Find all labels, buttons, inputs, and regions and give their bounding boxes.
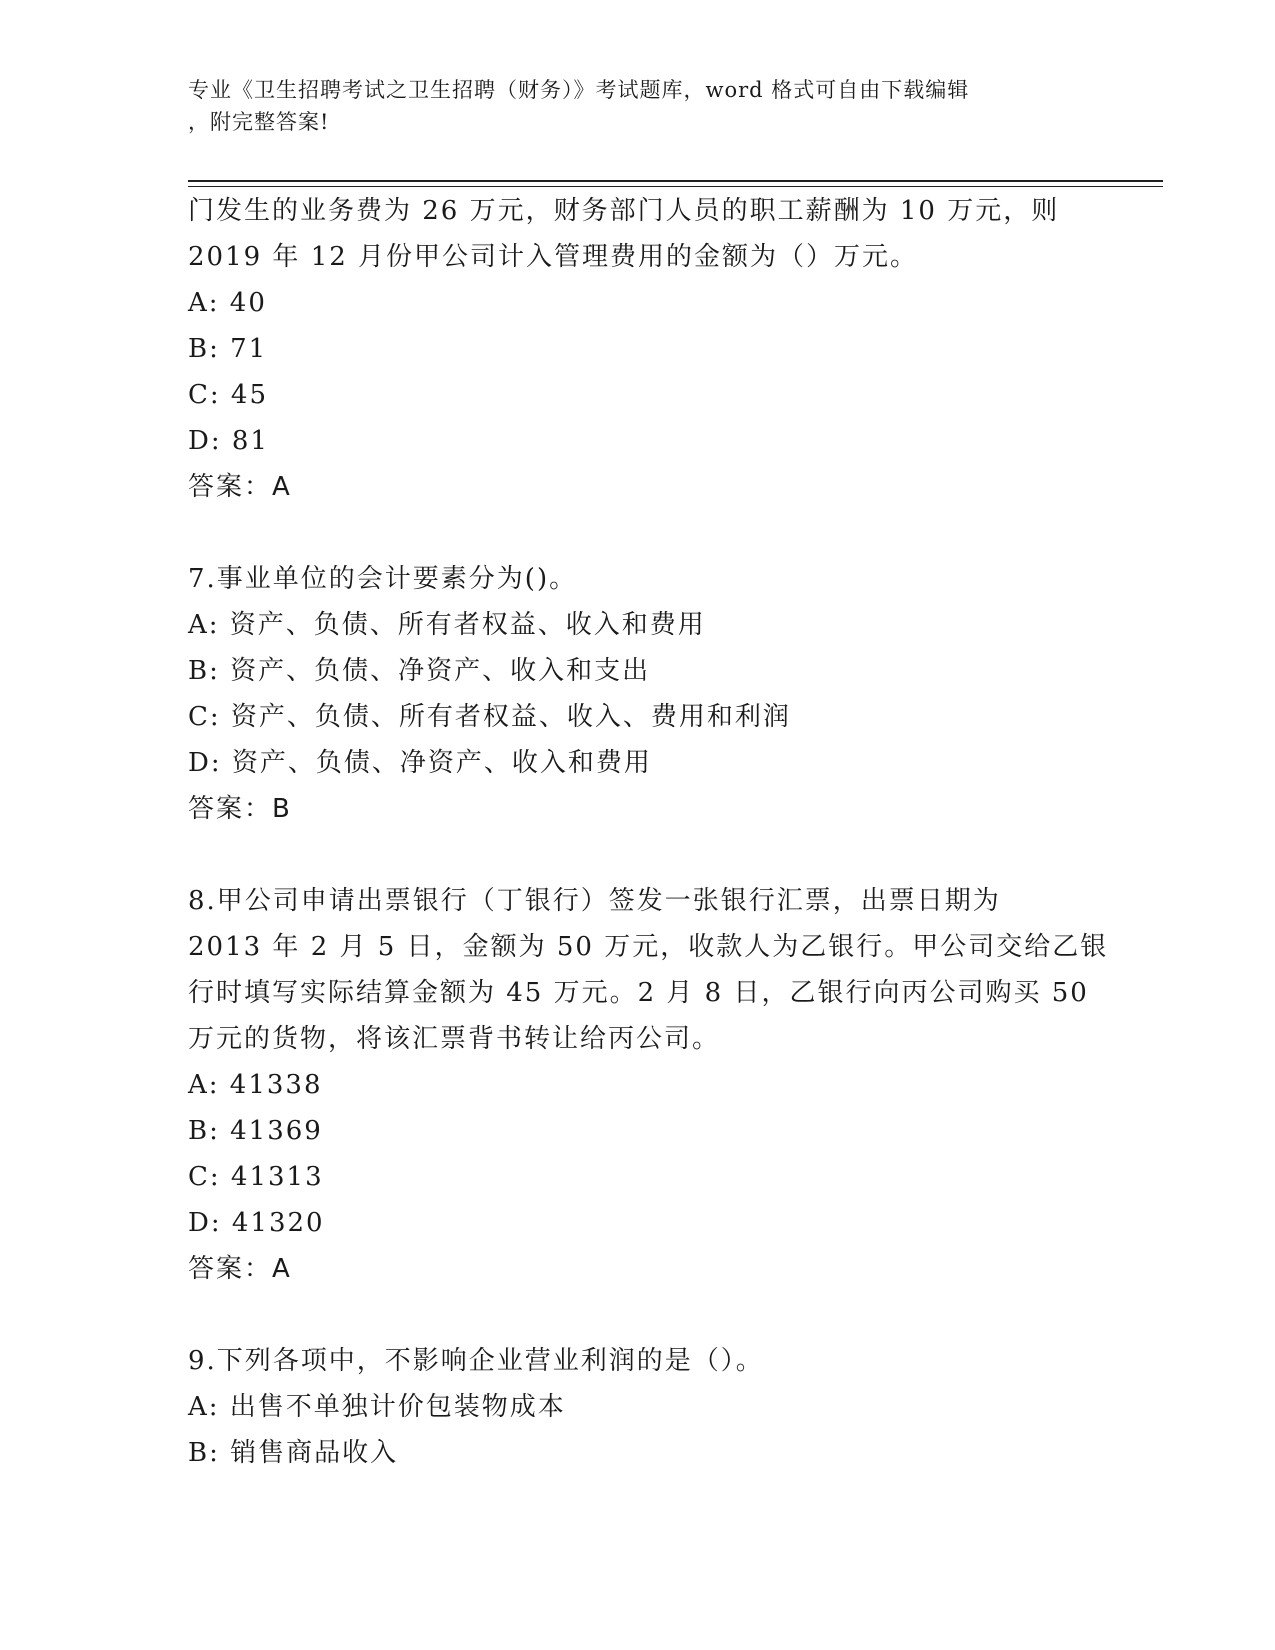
question-6: [188, 188, 1088, 510]
question-8: [188, 878, 1109, 1292]
header-divider: [188, 180, 1163, 182]
option-a: A: 出售不单独计价包装物成本: [188, 1392, 566, 1422]
option-b: B: 资产、负债、净资产、收入和支出: [188, 656, 651, 686]
answer: 答案：A: [188, 472, 292, 502]
option-b: B: 销售商品收入: [188, 1438, 399, 1468]
option-a: A: 资产、负债、所有者权益、收入和费用: [188, 610, 706, 640]
question-stem-line: 门发生的业务费为 26 万元，财务部门人员的职工薪酬为 10 万元，则: [188, 196, 1060, 226]
option-c: C: 45: [188, 380, 269, 410]
option-c: C: 41313: [188, 1162, 324, 1192]
header-line-2: ，附完整答案!: [188, 110, 330, 134]
option-d: D: 81: [188, 426, 269, 456]
option-a: A: 41338: [188, 1070, 323, 1100]
question-stem-line: 万元的货物，将该汇票背书转让给丙公司。: [188, 1024, 721, 1054]
question-stem-line: 8.甲公司申请出票银行（丁银行）签发一张银行汇票，出票日期为: [188, 886, 1001, 916]
question-stem-line: 9.下列各项中，不影响企业营业利润的是（）。: [188, 1346, 764, 1376]
question-stem-line: 行时填写实际结算金额为 45 万元。2 月 8 日，乙银行向丙公司购买 50: [188, 978, 1089, 1008]
question-stem-line: 7.事业单位的会计要素分为()。: [188, 564, 578, 594]
option-a: A: 40: [188, 288, 267, 318]
answer: 答案：B: [188, 794, 292, 824]
answer: 答案：A: [188, 1254, 292, 1284]
question-stem-line: 2013 年 2 月 5 日，金额为 50 万元，收款人为乙银行。甲公司交给乙银: [188, 932, 1109, 962]
question-7: [188, 556, 1088, 832]
document-header: [188, 74, 1078, 138]
option-b: B: 71: [188, 334, 268, 364]
question-9: [188, 1338, 1088, 1476]
option-d: D: 41320: [188, 1208, 325, 1238]
option-b: B: 41369: [188, 1116, 323, 1146]
header-line-1: 专业《卫生招聘考试之卫生招聘（财务）》考试题库，word 格式可自由下载编辑: [188, 78, 970, 102]
option-c: C: 资产、负债、所有者权益、收入、费用和利润: [188, 702, 791, 732]
document-body: [188, 188, 1109, 1476]
option-d: D: 资产、负债、净资产、收入和费用: [188, 748, 652, 778]
header-divider-thin: [188, 186, 1163, 187]
question-stem-line: 2019 年 12 月份甲公司计入管理费用的金额为（）万元。: [188, 242, 919, 272]
